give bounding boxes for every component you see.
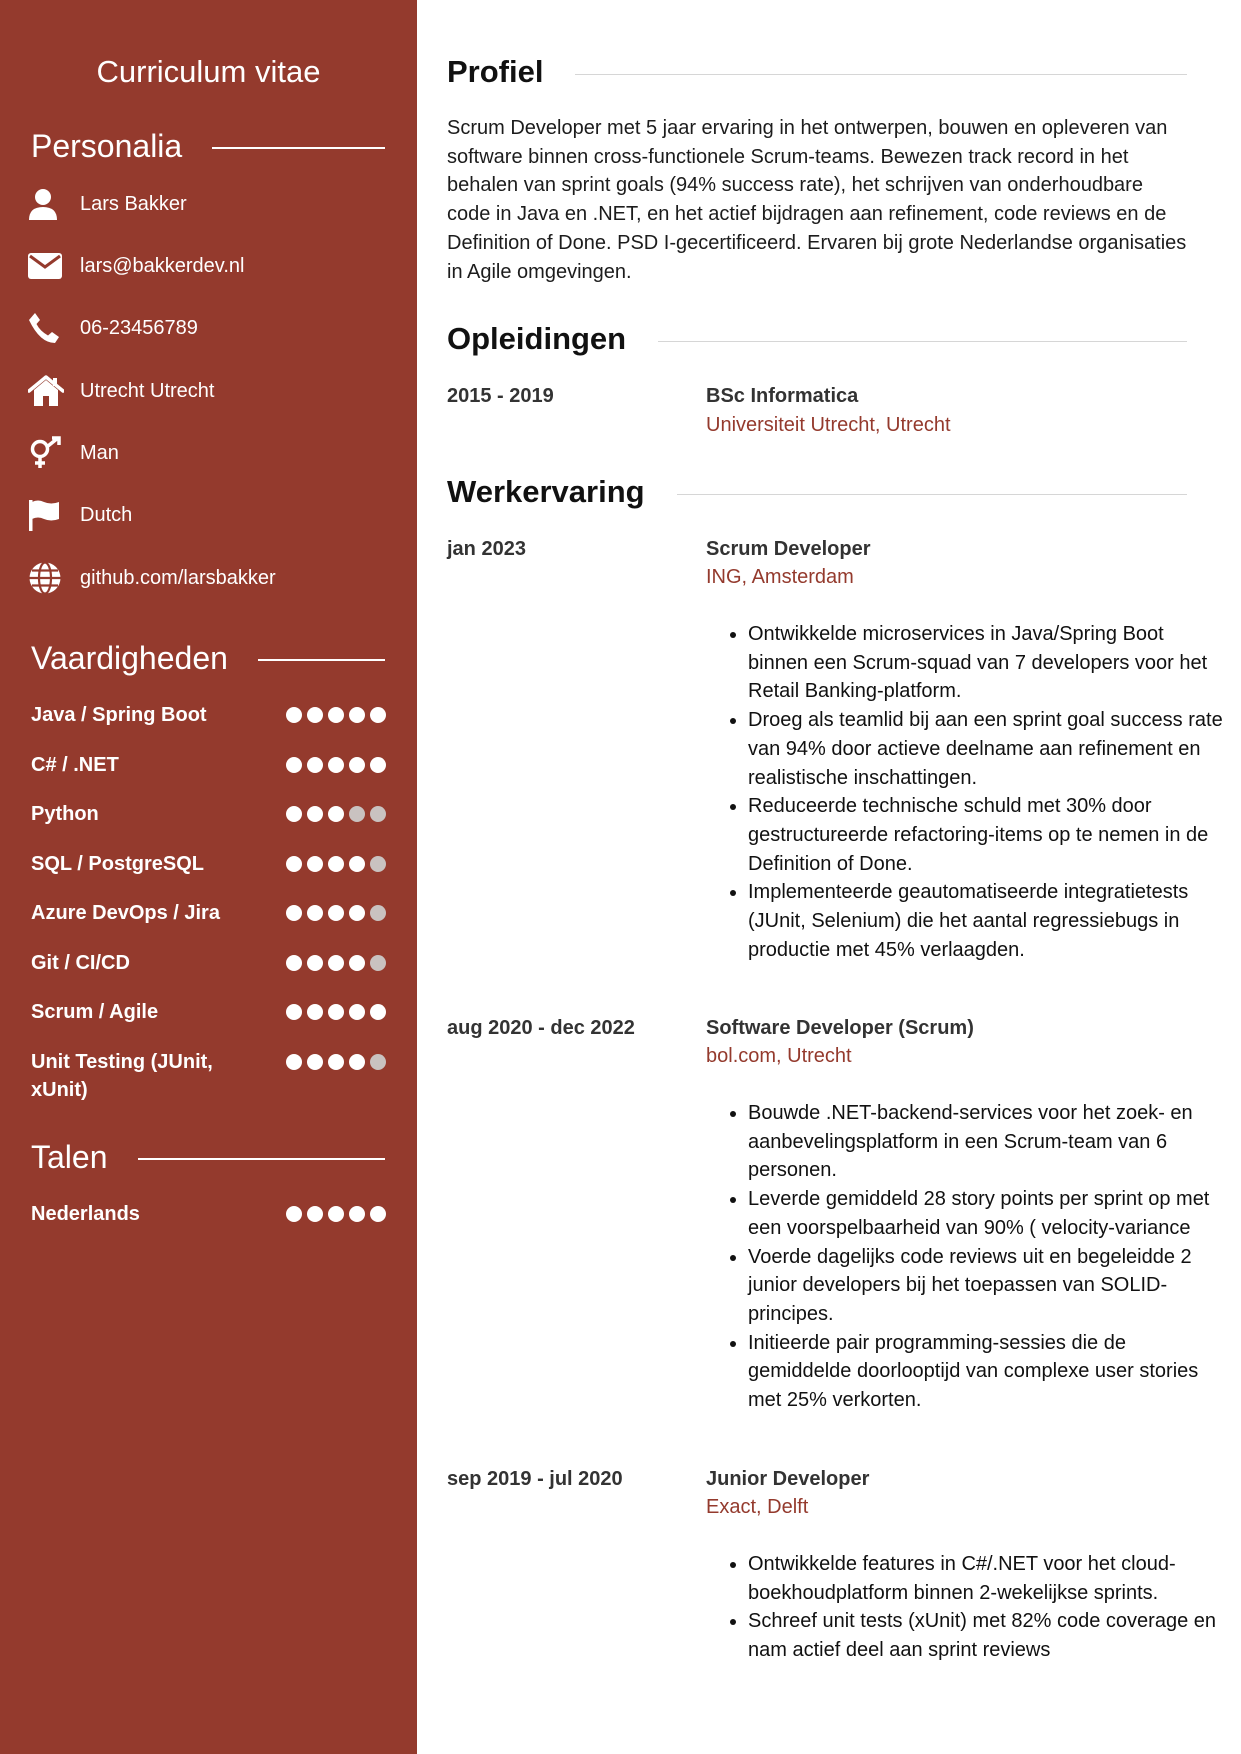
experience-role: Junior Developer [706,1468,870,1490]
list-item: • Schreef unit tests (xUnit) met 82% code coverage en nam actief deel aan sprint reviews [748,1607,1228,1664]
rating-dot-empty [370,905,386,921]
skill-rating [286,949,386,977]
language-item: Nederlands [31,1200,386,1228]
rating-dot-filled [286,955,302,971]
list-item: • Leverde gemiddeld 28 story points per sprint op met een voorspelbaarheid van 90% ( velocity-variance [748,1185,1228,1242]
languages-heading: Talen [31,1137,385,1177]
skill-item: Unit Testing (JUnit, xUnit) [31,1048,386,1104]
rating-dot-filled [307,1004,323,1020]
experience-bullets [706,1099,1228,1415]
experience-role: Software Developer (Scrum) [706,1017,974,1039]
skill-item: Java / Spring Boot [31,701,386,729]
rating-dot-filled [286,757,302,773]
contact-email: lars@bakkerdev.nl [28,246,244,286]
skill-rating [286,899,386,927]
rating-dot-filled [328,707,344,723]
rating-dot-filled [307,757,323,773]
profile-text: Scrum Developer met 5 jaar ervaring in het ontwerpen, bouwen en opleveren van software binnen cross-functionele Scrum-teams. Bewezen track record in het behalen van sprint goals (94% success rate), het schrijven van onderhoudbare code in Java en .NET, en het actief bijdragen aan refinement, code reviews en de Definition of Done. PSD I-gecertificeerd. Ervaren bij grote Nederlandse organisaties in Agile omgevingen. [447,117,1187,283]
rating-dot-filled [349,1206,365,1222]
rating-dot-filled [349,757,365,773]
skill-item: SQL / PostgreSQL [31,850,386,878]
list-item: • Bouwde .NET-backend-services voor het zoek- en aanbevelingsplatform in een Scrum-team van 6 personen. [748,1099,1228,1185]
rating-dot-filled [307,1206,323,1222]
rating-dot-filled [328,856,344,872]
rating-dot-empty [370,806,386,822]
list-item: • Reduceerde technische schuld met 30% door gestructureerde refactoring-items op te nemen in de Definition of Done. [748,792,1228,878]
heading-divider [258,659,385,661]
rating-dot-filled [349,1054,365,1070]
skill-item: C# / .NET [31,751,386,779]
rating-dot-empty [370,856,386,872]
contact-gender: Man [28,433,119,473]
rating-dot-filled [307,806,323,822]
skill-rating [286,751,386,779]
list-item: • Droeg als teamlid bij aan een sprint goal success rate van 94% door actieve deelname aan refinement en realistische inschattingen. [748,706,1228,792]
experience-period: aug 2020 - dec 2022 [447,1017,635,1039]
language-rating [286,1200,386,1228]
rating-dot-filled [328,1054,344,1070]
rating-dot-filled [349,856,365,872]
rating-dot-filled [286,707,302,723]
experience-period: sep 2019 - jul 2020 [447,1468,623,1490]
heading-divider [575,74,1187,75]
rating-dot-filled [370,1206,386,1222]
skill-rating [286,800,386,828]
heading-divider [138,1158,386,1160]
rating-dot-filled [286,1004,302,1020]
contact-city: Utrecht Utrecht [28,371,214,411]
education-heading: Opleidingen [447,319,1187,359]
sidebar [0,0,417,1754]
flag-icon [28,498,66,532]
rating-dot-filled [286,905,302,921]
experience-company: Exact, Delft [706,1496,809,1518]
education-period: 2015 - 2019 [447,385,554,407]
list-item: • Initieerde pair programming-sessies die de gemiddelde doorlooptijd van complexe user stories met 25% verkorten. [748,1329,1228,1415]
rating-dot-filled [307,1054,323,1070]
education-institution: Universiteit Utrecht, Utrecht [706,414,951,436]
list-item: • Implementeerde geautomatiseerde integratietests (JUnit, Selenium) die het aantal regressiebugs in productie met 45% verlaagden. [748,878,1228,964]
rating-dot-filled [328,1206,344,1222]
skill-item: Azure DevOps / Jira [31,899,386,927]
profile-heading: Profiel [447,52,1187,92]
rating-dot-empty [370,1054,386,1070]
rating-dot-filled [307,707,323,723]
rating-dot-filled [349,1004,365,1020]
person-icon [28,187,66,221]
rating-dot-filled [328,955,344,971]
experience-heading: Werkervaring [447,472,1187,512]
contact-name: Lars Bakker [28,184,187,224]
skill-rating [286,701,386,729]
list-item: • Ontwikkelde features in C#/.NET voor het cloud-boekhoudplatform binnen 2-wekelijkse sprints. [748,1550,1228,1607]
list-item: • Ontwikkelde microservices in Java/Spring Boot binnen een Scrum-squad van 7 developers voor het Retail Banking-platform. [748,620,1228,706]
rating-dot-filled [349,905,365,921]
home-icon [28,374,66,408]
rating-dot-filled [328,1004,344,1020]
experience-bullets [706,1550,1228,1665]
heading-divider [677,494,1187,495]
gender-icon [28,436,66,470]
rating-dot-filled [370,707,386,723]
heading-divider [658,341,1187,342]
rating-dot-filled [349,955,365,971]
skills-heading: Vaardigheden [31,638,385,678]
skill-item: Scrum / Agile [31,998,386,1026]
experience-role: Scrum Developer [706,538,871,560]
skill-item: Git / CI/CD [31,949,386,977]
cv-title: Curriculum vitae [96,54,321,89]
rating-dot-filled [286,1054,302,1070]
education-degree: BSc Informatica [706,385,859,407]
experience-company: ING, Amsterdam [706,566,854,588]
skill-rating [286,850,386,878]
rating-dot-filled [370,757,386,773]
experience-company: bol.com, Utrecht [706,1045,852,1067]
heading-divider [212,147,385,149]
rating-dot-filled [328,757,344,773]
envelope-icon [28,249,66,283]
skill-rating [286,998,386,1026]
phone-icon [28,311,66,345]
rating-dot-filled [328,905,344,921]
experience-period: jan 2023 [447,538,526,560]
rating-dot-empty [349,806,365,822]
rating-dot-filled [349,707,365,723]
contact-phone: 06-23456789 [28,308,198,348]
skill-item: Python [31,800,386,828]
rating-dot-filled [286,1206,302,1222]
globe-icon [28,561,66,595]
list-item: • Voerde dagelijks code reviews uit en begeleidde 2 junior developers bij het toepassen van SOLID-principes. [748,1243,1228,1329]
rating-dot-filled [286,806,302,822]
rating-dot-filled [328,806,344,822]
rating-dot-filled [307,905,323,921]
rating-dot-empty [370,955,386,971]
skill-rating [286,1048,386,1104]
contact-nationality: Dutch [28,495,132,535]
rating-dot-filled [307,856,323,872]
rating-dot-filled [286,856,302,872]
experience-bullets [706,620,1228,964]
rating-dot-filled [370,1004,386,1020]
contact-website: github.com/larsbakker [28,558,276,598]
personalia-heading: Personalia [31,126,385,166]
rating-dot-filled [307,955,323,971]
